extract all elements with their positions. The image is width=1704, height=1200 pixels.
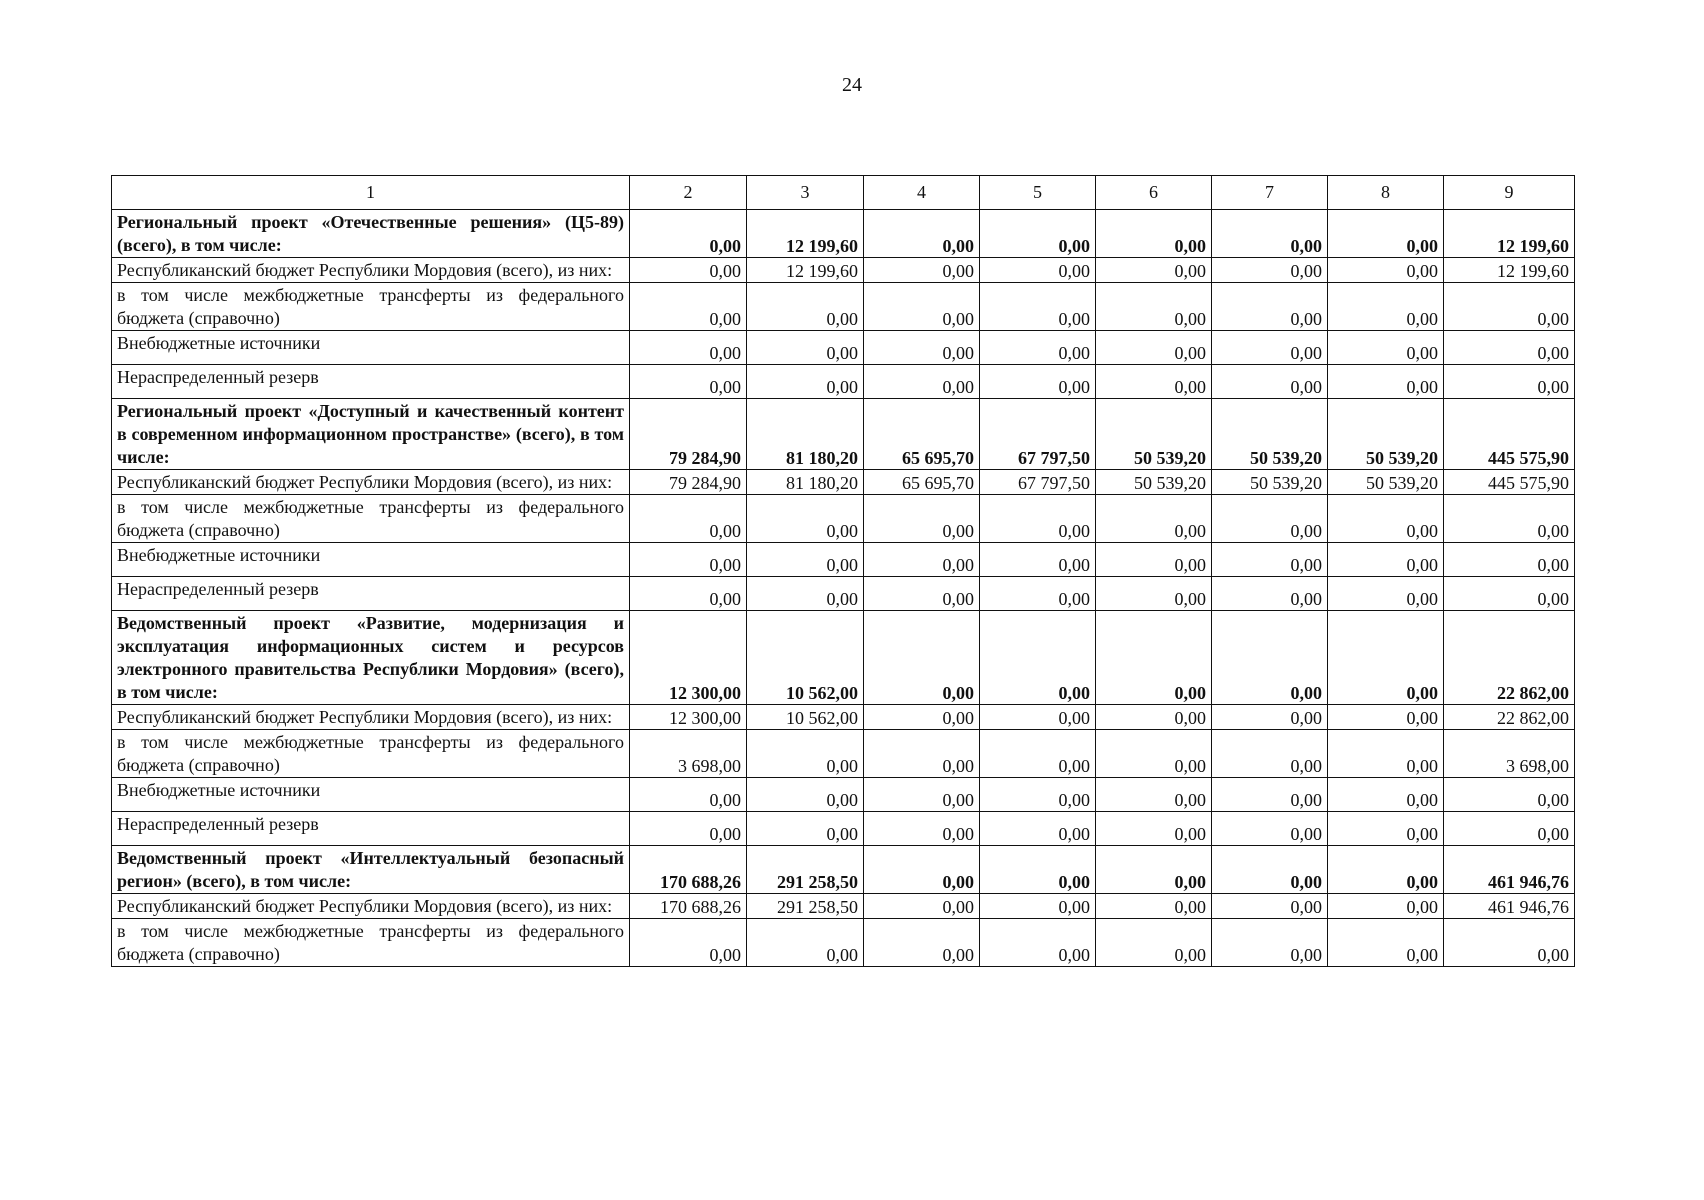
value-cell: 0,00 <box>1328 812 1444 846</box>
value-cell: 0,00 <box>980 365 1096 399</box>
row-label: Республиканский бюджет Республики Мордовия (всего), из них: <box>112 894 630 919</box>
project-total-row <box>112 846 1575 894</box>
value-cell: 0,00 <box>864 283 980 331</box>
table-row <box>112 365 1575 399</box>
value-cell: 79 284,90 <box>630 470 747 495</box>
value-cell: 0,00 <box>1328 778 1444 812</box>
value-cell: 0,00 <box>1096 778 1212 812</box>
column-number-row <box>112 176 1575 210</box>
value-cell: 0,00 <box>1444 543 1575 577</box>
row-label: Внебюджетные источники <box>112 778 630 812</box>
value-cell: 0,00 <box>747 543 864 577</box>
budget-table <box>111 175 1575 967</box>
value-cell: 0,00 <box>747 778 864 812</box>
value-cell: 0,00 <box>864 705 980 730</box>
row-label: Внебюджетные источники <box>112 331 630 365</box>
value-cell: 0,00 <box>630 543 747 577</box>
table-row <box>112 778 1575 812</box>
row-label: в том числе межбюджетные трансферты из федерального бюджета (справочно) <box>112 730 630 778</box>
value-cell: 0,00 <box>1096 577 1212 611</box>
value-cell: 81 180,20 <box>747 470 864 495</box>
value-cell: 50 539,20 <box>1212 399 1328 470</box>
value-cell: 0,00 <box>1328 846 1444 894</box>
value-cell: 0,00 <box>1328 611 1444 705</box>
row-label: Региональный проект «Доступный и качественный контент в современном информационном пространстве» (всего), в том числе: <box>112 399 630 470</box>
value-cell: 0,00 <box>1096 846 1212 894</box>
row-label: Республиканский бюджет Республики Мордовия (всего), из них: <box>112 258 630 283</box>
value-cell: 22 862,00 <box>1444 705 1575 730</box>
value-cell: 0,00 <box>980 543 1096 577</box>
value-cell: 0,00 <box>747 812 864 846</box>
value-cell: 0,00 <box>980 730 1096 778</box>
table-body <box>112 210 1575 967</box>
value-cell: 461 946,76 <box>1444 894 1575 919</box>
row-label: Нераспределенный резерв <box>112 365 630 399</box>
value-cell: 0,00 <box>1328 365 1444 399</box>
value-cell: 0,00 <box>747 919 864 967</box>
value-cell: 0,00 <box>747 577 864 611</box>
value-cell: 0,00 <box>864 577 980 611</box>
value-cell: 0,00 <box>1444 919 1575 967</box>
column-header: 8 <box>1328 176 1444 210</box>
value-cell: 0,00 <box>1328 283 1444 331</box>
value-cell: 0,00 <box>1328 577 1444 611</box>
value-cell: 0,00 <box>1444 812 1575 846</box>
value-cell: 0,00 <box>1212 846 1328 894</box>
value-cell: 0,00 <box>747 365 864 399</box>
column-header: 1 <box>112 176 630 210</box>
value-cell: 0,00 <box>747 730 864 778</box>
value-cell: 67 797,50 <box>980 470 1096 495</box>
value-cell: 0,00 <box>980 210 1096 258</box>
value-cell: 0,00 <box>1212 894 1328 919</box>
value-cell: 0,00 <box>864 919 980 967</box>
row-label: Республиканский бюджет Республики Мордовия (всего), из них: <box>112 705 630 730</box>
column-header: 9 <box>1444 176 1575 210</box>
value-cell: 0,00 <box>980 611 1096 705</box>
value-cell: 0,00 <box>1212 495 1328 543</box>
value-cell: 10 562,00 <box>747 611 864 705</box>
value-cell: 170 688,26 <box>630 846 747 894</box>
value-cell: 0,00 <box>1444 331 1575 365</box>
value-cell: 0,00 <box>1328 730 1444 778</box>
column-header: 2 <box>630 176 747 210</box>
row-label: Региональный проект «Отечественные решения» (Ц5-89) (всего), в том числе: <box>112 210 630 258</box>
value-cell: 12 300,00 <box>630 705 747 730</box>
value-cell: 0,00 <box>747 495 864 543</box>
value-cell: 0,00 <box>1212 730 1328 778</box>
value-cell: 0,00 <box>1212 331 1328 365</box>
value-cell: 0,00 <box>1328 919 1444 967</box>
value-cell: 0,00 <box>630 919 747 967</box>
value-cell: 0,00 <box>1096 705 1212 730</box>
value-cell: 0,00 <box>980 812 1096 846</box>
value-cell: 0,00 <box>1096 730 1212 778</box>
value-cell: 0,00 <box>747 331 864 365</box>
value-cell: 0,00 <box>630 283 747 331</box>
column-header: 3 <box>747 176 864 210</box>
value-cell: 0,00 <box>1212 258 1328 283</box>
value-cell: 3 698,00 <box>630 730 747 778</box>
value-cell: 50 539,20 <box>1212 470 1328 495</box>
column-header: 5 <box>980 176 1096 210</box>
value-cell: 0,00 <box>1096 210 1212 258</box>
value-cell: 461 946,76 <box>1444 846 1575 894</box>
row-label: Ведомственный проект «Интеллектуальный безопасный регион» (всего), в том числе: <box>112 846 630 894</box>
value-cell: 0,00 <box>1328 543 1444 577</box>
column-header: 4 <box>864 176 980 210</box>
value-cell: 0,00 <box>1328 331 1444 365</box>
value-cell: 0,00 <box>630 577 747 611</box>
value-cell: 0,00 <box>1212 210 1328 258</box>
value-cell: 0,00 <box>1096 365 1212 399</box>
value-cell: 0,00 <box>1444 283 1575 331</box>
value-cell: 0,00 <box>630 778 747 812</box>
row-label: Нераспределенный резерв <box>112 577 630 611</box>
value-cell: 81 180,20 <box>747 399 864 470</box>
value-cell: 0,00 <box>1096 894 1212 919</box>
value-cell: 0,00 <box>864 331 980 365</box>
value-cell: 0,00 <box>864 730 980 778</box>
value-cell: 0,00 <box>980 705 1096 730</box>
row-label: Республиканский бюджет Республики Мордовия (всего), из них: <box>112 470 630 495</box>
table-row <box>112 730 1575 778</box>
value-cell: 0,00 <box>1328 210 1444 258</box>
table-row <box>112 470 1575 495</box>
row-label: в том числе межбюджетные трансферты из федерального бюджета (справочно) <box>112 495 630 543</box>
value-cell: 0,00 <box>1096 283 1212 331</box>
table-row <box>112 705 1575 730</box>
row-label: Нераспределенный резерв <box>112 812 630 846</box>
row-label: Внебюджетные источники <box>112 543 630 577</box>
value-cell: 0,00 <box>864 894 980 919</box>
value-cell: 0,00 <box>980 283 1096 331</box>
value-cell: 0,00 <box>864 365 980 399</box>
value-cell: 0,00 <box>1212 812 1328 846</box>
value-cell: 0,00 <box>1444 778 1575 812</box>
value-cell: 0,00 <box>1212 365 1328 399</box>
page-number: 24 <box>842 74 862 96</box>
value-cell: 0,00 <box>1212 705 1328 730</box>
value-cell: 0,00 <box>980 894 1096 919</box>
value-cell: 50 539,20 <box>1096 470 1212 495</box>
value-cell: 0,00 <box>864 210 980 258</box>
table-row <box>112 577 1575 611</box>
project-total-row <box>112 210 1575 258</box>
value-cell: 0,00 <box>630 812 747 846</box>
value-cell: 0,00 <box>864 778 980 812</box>
value-cell: 0,00 <box>1212 778 1328 812</box>
table-row <box>112 812 1575 846</box>
value-cell: 12 199,60 <box>747 210 864 258</box>
value-cell: 67 797,50 <box>980 399 1096 470</box>
value-cell: 0,00 <box>1212 611 1328 705</box>
value-cell: 0,00 <box>1096 543 1212 577</box>
value-cell: 10 562,00 <box>747 705 864 730</box>
column-header: 6 <box>1096 176 1212 210</box>
row-label: в том числе межбюджетные трансферты из федерального бюджета (справочно) <box>112 283 630 331</box>
value-cell: 445 575,90 <box>1444 399 1575 470</box>
value-cell: 0,00 <box>1444 495 1575 543</box>
value-cell: 0,00 <box>980 778 1096 812</box>
value-cell: 0,00 <box>1328 495 1444 543</box>
value-cell: 0,00 <box>864 846 980 894</box>
table-row <box>112 894 1575 919</box>
project-total-row <box>112 399 1575 470</box>
value-cell: 0,00 <box>980 495 1096 543</box>
value-cell: 0,00 <box>1096 812 1212 846</box>
value-cell: 0,00 <box>864 495 980 543</box>
value-cell: 0,00 <box>630 258 747 283</box>
value-cell: 12 199,60 <box>1444 258 1575 283</box>
value-cell: 0,00 <box>864 543 980 577</box>
value-cell: 0,00 <box>1096 258 1212 283</box>
value-cell: 0,00 <box>1328 894 1444 919</box>
value-cell: 0,00 <box>1328 705 1444 730</box>
value-cell: 291 258,50 <box>747 846 864 894</box>
value-cell: 0,00 <box>630 210 747 258</box>
column-header: 7 <box>1212 176 1328 210</box>
table-row <box>112 543 1575 577</box>
value-cell: 65 695,70 <box>864 399 980 470</box>
value-cell: 0,00 <box>1096 495 1212 543</box>
value-cell: 0,00 <box>864 258 980 283</box>
value-cell: 0,00 <box>1096 331 1212 365</box>
value-cell: 65 695,70 <box>864 470 980 495</box>
value-cell: 0,00 <box>630 495 747 543</box>
value-cell: 0,00 <box>630 365 747 399</box>
value-cell: 0,00 <box>980 846 1096 894</box>
value-cell: 291 258,50 <box>747 894 864 919</box>
value-cell: 0,00 <box>747 283 864 331</box>
value-cell: 0,00 <box>1212 283 1328 331</box>
table-row <box>112 495 1575 543</box>
value-cell: 12 199,60 <box>1444 210 1575 258</box>
value-cell: 0,00 <box>1212 919 1328 967</box>
table-row <box>112 331 1575 365</box>
table-row <box>112 258 1575 283</box>
value-cell: 50 539,20 <box>1328 399 1444 470</box>
value-cell: 0,00 <box>864 812 980 846</box>
value-cell: 0,00 <box>980 258 1096 283</box>
value-cell: 0,00 <box>980 331 1096 365</box>
value-cell: 445 575,90 <box>1444 470 1575 495</box>
row-label: в том числе межбюджетные трансферты из федерального бюджета (справочно) <box>112 919 630 967</box>
table-row <box>112 919 1575 967</box>
value-cell: 79 284,90 <box>630 399 747 470</box>
value-cell: 0,00 <box>630 331 747 365</box>
value-cell: 0,00 <box>1444 365 1575 399</box>
value-cell: 50 539,20 <box>1328 470 1444 495</box>
value-cell: 170 688,26 <box>630 894 747 919</box>
value-cell: 0,00 <box>1328 258 1444 283</box>
value-cell: 0,00 <box>1096 611 1212 705</box>
value-cell: 50 539,20 <box>1096 399 1212 470</box>
value-cell: 12 199,60 <box>747 258 864 283</box>
value-cell: 0,00 <box>1096 919 1212 967</box>
value-cell: 3 698,00 <box>1444 730 1575 778</box>
row-label: Ведомственный проект «Развитие, модернизация и эксплуатация информационных систем и ресурсов электронного правительства Республики Мордовия» (всего), в том числе: <box>112 611 630 705</box>
value-cell: 0,00 <box>1212 543 1328 577</box>
value-cell: 0,00 <box>1212 577 1328 611</box>
value-cell: 0,00 <box>864 611 980 705</box>
value-cell: 12 300,00 <box>630 611 747 705</box>
table-row <box>112 283 1575 331</box>
value-cell: 0,00 <box>1444 577 1575 611</box>
project-total-row <box>112 611 1575 705</box>
value-cell: 22 862,00 <box>1444 611 1575 705</box>
value-cell: 0,00 <box>980 919 1096 967</box>
value-cell: 0,00 <box>980 577 1096 611</box>
